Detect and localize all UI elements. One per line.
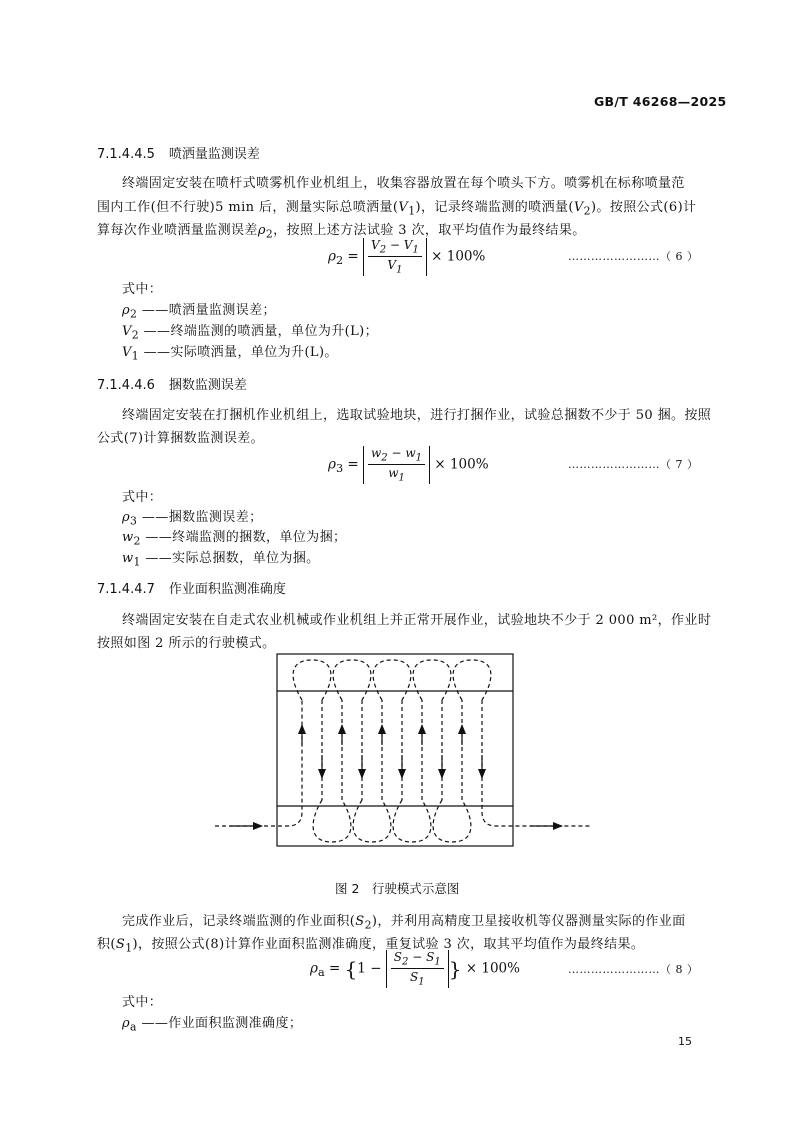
driving-pattern-figure — [200, 648, 600, 858]
paragraph-line: 围内工作(但不行驶)5 min 后，测量实际总喷洒量$(V_1)$，记录终端监测的喷洒量$(V_2)$。按照公式(6)计 — [97, 200, 697, 218]
definition: $w_2$ ——终端监测的捆数，单位为捆； — [122, 530, 347, 548]
where-label: 式中： — [122, 282, 163, 297]
field-boundary — [277, 654, 513, 846]
formula-7: $\rho_3$ = $\frac{w_2 - w_1}{w_1}$ × 100% — [328, 446, 489, 484]
section-number: 7.1.4.4.7 — [97, 582, 155, 597]
definition: $V_2$ ——终端监测的喷洒量，单位为升(L)； — [122, 324, 379, 342]
paragraph-line: 按照如图 2 所示的行驶模式。 — [97, 636, 276, 651]
formula-8: $\rho_a = \{1$ − $\frac{S_2 - S_1}{S_1}$ } × 100% — [310, 950, 520, 988]
definition: $\rho_2$ ——喷洒量监测误差； — [122, 303, 276, 321]
paragraph-line: 终端固定安装在喷杆式喷雾机作业机组上，收集容器放置在每个喷头下方。喷雾机在标称喷量范 — [122, 176, 685, 191]
section-title: 作业面积监测准确度 — [168, 582, 286, 597]
section-heading-7-1-4-4-6 — [97, 374, 247, 393]
driving-path — [215, 660, 590, 842]
where-label: 式中： — [122, 995, 163, 1010]
definition: $w_1$ ——实际总捆数，单位为捆。 — [122, 551, 320, 569]
formula-number: ……………………（ 6 ） — [568, 250, 699, 263]
formula-number: ……………………（ 8 ） — [568, 963, 699, 976]
paragraph-line: 终端固定安装在打捆机作业机组上，选取试验地块，进行打捆作业，试验总捆数不少于 50 捆。按照 — [122, 408, 712, 423]
section-number: 7.1.4.4.5 — [97, 147, 155, 162]
section-heading-7-1-4-4-7 — [97, 578, 286, 597]
paragraph-line: 完成作业后，记录终端监测的作业面积$(S_2)$，并利用高精度卫星接收机等仪器测量实际的作业面 — [122, 914, 686, 932]
section-title: 捆数监测误差 — [168, 378, 247, 393]
section-title: 喷洒量监测误差 — [168, 147, 260, 162]
section-number: 7.1.4.4.6 — [97, 378, 155, 393]
paragraph-line: 终端固定安装在自走式农业机械或作业机组上并正常开展作业，试验地块不少于 2 000 m²，作业时 — [122, 613, 712, 628]
standard-id: GB/T 46268—2025 — [594, 94, 727, 109]
page-number: 15 — [678, 1035, 692, 1048]
figure-caption: 图 2 行驶模式示意图 — [335, 881, 460, 896]
section-heading-7-1-4-4-5 — [97, 143, 260, 162]
formula-6: $\rho_2$ = $\frac{V_2 - V_1}{V_1}$ × 100% — [328, 238, 486, 276]
paragraph-line: 算每次作业喷洒量监测误差$\rho_2$，按照上述方法试验 3 次，取平均值作为最终结果。 — [97, 223, 586, 241]
definition: $V_1$ ——实际喷洒量，单位为升(L)。 — [122, 345, 338, 363]
where-label: 式中： — [122, 490, 163, 505]
formula-number: ……………………（ 7 ） — [568, 458, 699, 471]
paragraph-line: 公式(7)计算捆数监测误差。 — [97, 431, 265, 446]
direction-arrows — [230, 725, 562, 826]
paragraph-line: 积$(S_1)$，按照公式(8)计算作业面积监测准确度，重复试验 3 次，取其平均值作为最终结果。 — [97, 937, 645, 955]
definition: $\rho_a$ ——作业面积监测准确度； — [122, 1016, 303, 1034]
definition: $\rho_3$ ——捆数监测误差； — [122, 510, 263, 528]
